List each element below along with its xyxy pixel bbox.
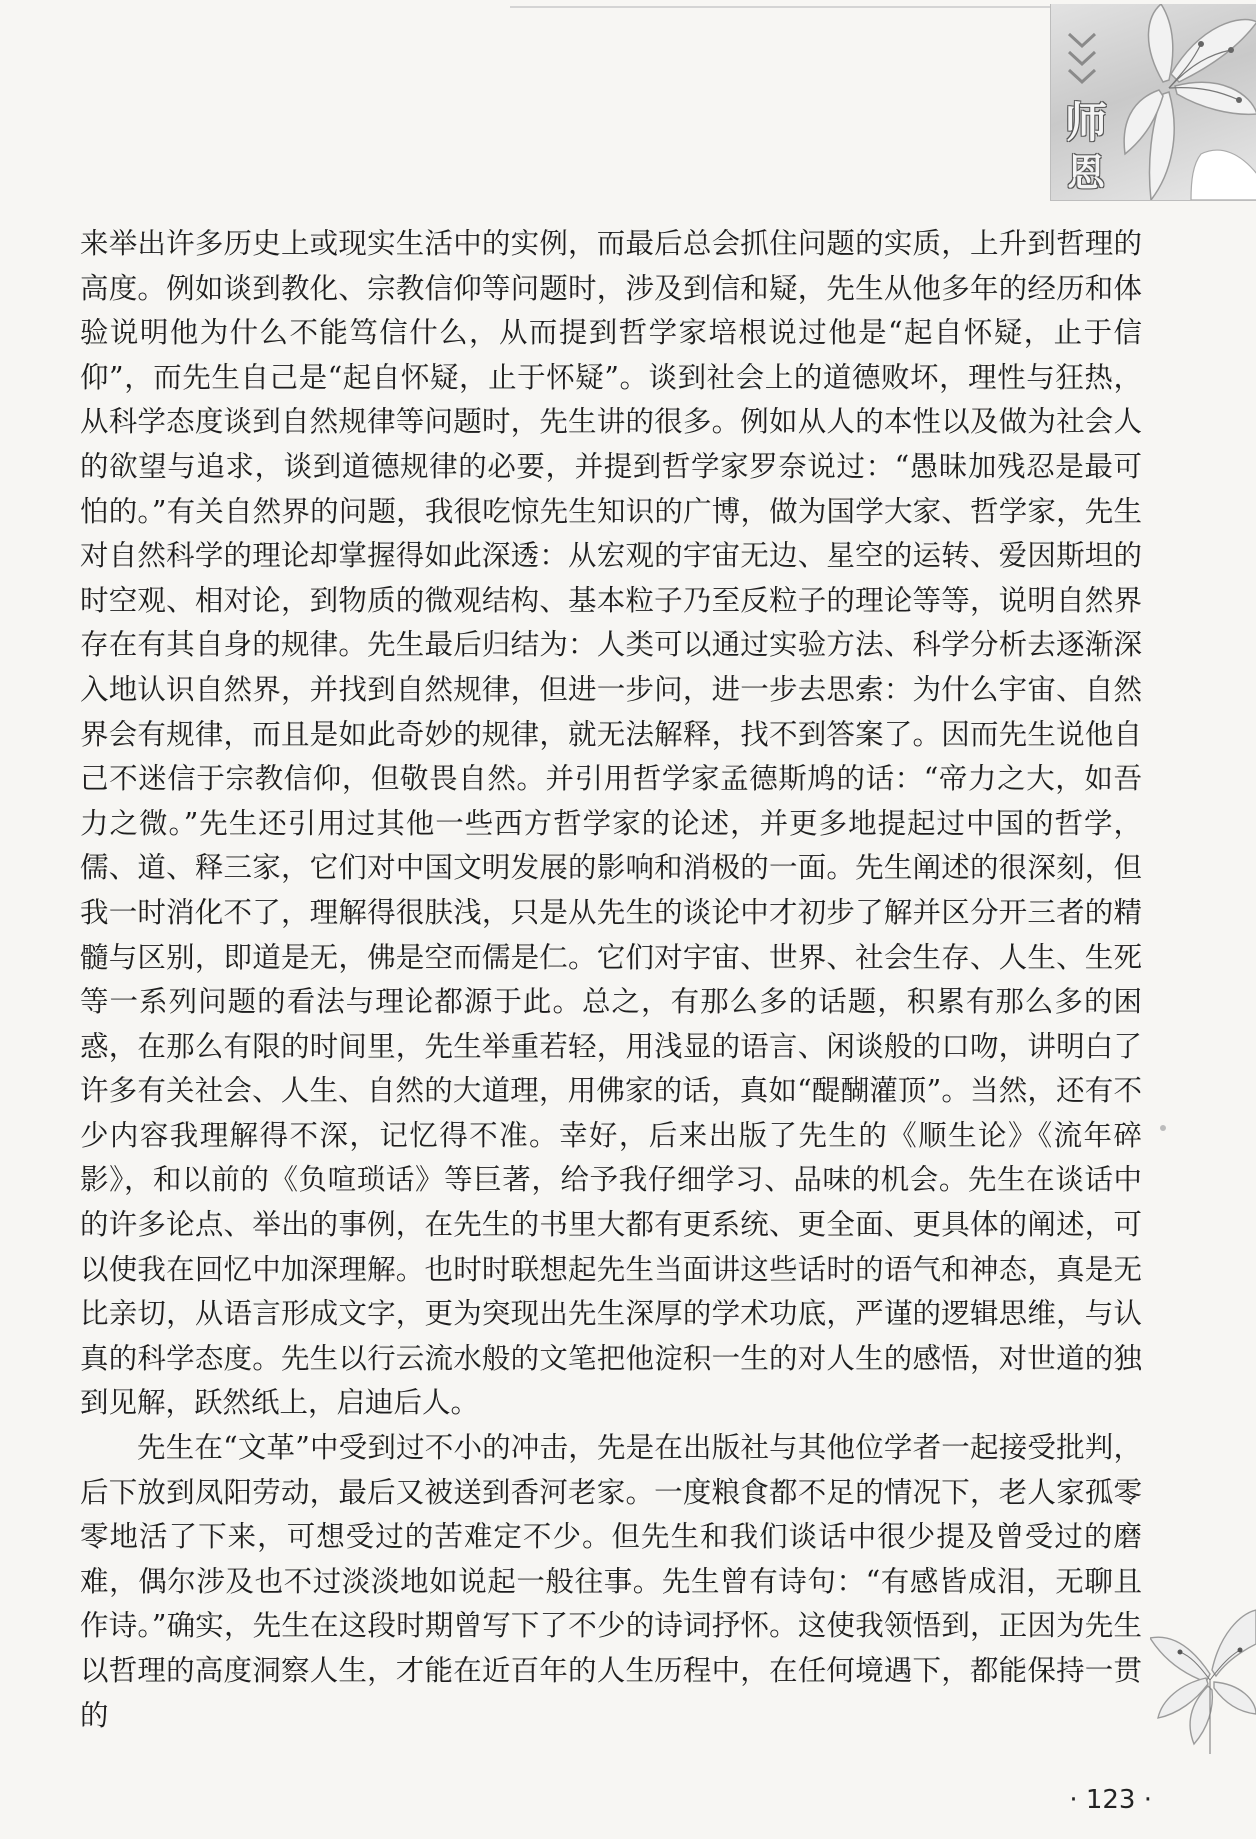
paragraph-2: 先生在“文革”中受到过不小的冲击，先是在出版社与其他位学者一起接受批判，后下放到凤阳劳动，最后又被送到香河老家。一度粮食都不足的情况下，老人家孤零零地活了下来，可想受过的苦难定不少。但先生和我们谈话中很少提及曾受过的磨难，偶尔涉及也不过淡淡地如说起一般往事。先生曾有诗句：“有感皆成泪，无聊且作诗。”确实，先生在这段时期曾写下了不少的诗词抒怀。这使我领悟到，正因为先生以哲理的高度洞察人生，才能在近百年的人生历程中，在任何境遇下，都能保持一贯的	[80, 1431, 1142, 1732]
lily-flower-icon	[1150, 1604, 1256, 1754]
section-tab	[1050, 4, 1256, 201]
paragraph-1: 来举出许多历史上或现实生活中的实例，而最后总会抓住问题的实质，上升到哲理的高度。例如谈到教化、宗教信仰等问题时，涉及到信和疑，先生从他多年的经历和体验说明他为什么不能笃信什么，从而提到哲学家培根说过他是“起自怀疑，止于信仰”，而先生自己是“起自怀疑，止于怀疑”。谈到社会上的道德败坏，理性与狂热，从科学态度谈到自然规律等问题时，先生讲的很多。例如从人的本性以及做为社会人的欲望与追求，谈到道德规律的必要，并提到哲学家罗奈说过：“愚昧加残忍是最可怕的。”有关自然界的问题，我很吃惊先生知识的广博，做为国学大家、哲学家，先生对自然科学的理论却掌握得如此深透：从宏观的宇宙无边、星空的运转、爱因斯坦的时空观、相对论，到物质的微观结构、基本粒子乃至反粒子的理论等等，说明自然界存在有其自身的规律。先生最后归结为：人类可以通过实验方法、科学分析去逐渐深入地认识自然界，并找到自然规律，但进一步问，进一步去思索：为什么宇宙、自然界会有规律，而且是如此奇妙的规律，就无法解释，找不到答案了。因而先生说他自己不迷信于宗教信仰，但敬畏自然。并引用哲学家孟德斯鸠的话：“帝力之大，如吾力之微。”先生还引用过其他一些西方哲学家的论述，并更多地提起过中国的哲学，儒、道、释三家，它们对中国文明发展的影响和消极的一面。先生阐述的很深刻，但我一时消化不了，理解得很肤浅，只是从先生的谈论中才初步了解并区分开三者的精髓与区别，即道是无，佛是空而儒是仁。它们对宇宙、世界、社会生存、人生、生死等一系列问题的看法与理论都源于此。总之，有那么多的话题，积累有那么多的困惑，在那么有限的时间里，先生举重若轻，用浅显的语言、闲谈般的口吻，讲明白了许多有关社会、人生、自然的大道理，用佛家的话，真如“醍醐灌顶”。当然，还有不少内容我理解得不深，记忆得不准。幸好，后来出版了先生的《顺生论》《流年碎影》，和以前的《负喧琐话》等巨著，给予我仔细学习、品味的机会。先生在谈话中的许多论点、举出的事例，在先生的书里大都有更系统、更全面、更具体的阐述，可以使我在回忆中加深理解。也时时联想起先生当面讲这些话时的语气和神态，真是无比亲切，从语言形成文字，更为突现出先生深厚的学术功底，严谨的逻辑思维，与认真的科学态度。先生以行云流水般的文笔把他淀积一生的对人生的感悟，对世道的独到见解，跃然纸上，启迪后人。	[80, 227, 1142, 1420]
paper-speck	[1160, 1125, 1166, 1131]
section-title-char-1: 师	[1064, 98, 1107, 147]
header-rule	[510, 6, 1070, 8]
chevron-down-icon	[1065, 30, 1099, 90]
page-number: · 123 ·	[1069, 1785, 1152, 1815]
body-text	[80, 222, 1142, 1738]
section-title-char-2: 恩	[1066, 150, 1105, 195]
